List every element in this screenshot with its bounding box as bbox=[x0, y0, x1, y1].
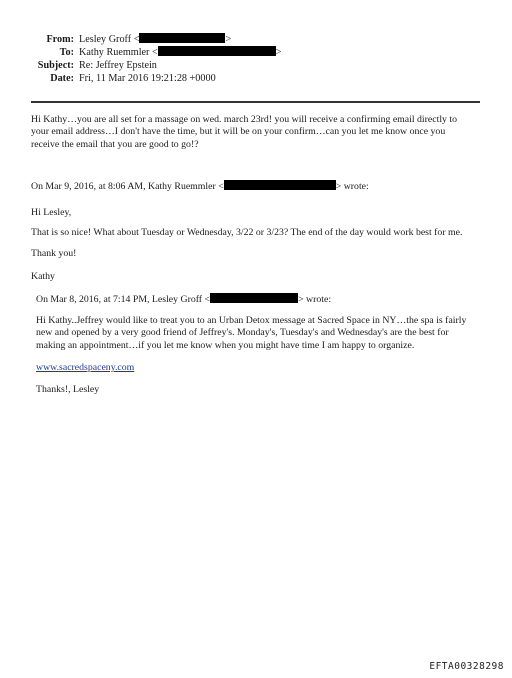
header-divider bbox=[31, 101, 480, 103]
from-row bbox=[0, 33, 300, 46]
quote1-text: That is so nice! What about Tuesday or Wednesday, 3/22 or 3/23? The end of the day would work best for me. bbox=[31, 227, 463, 238]
quote2-attribution-suffix: > wrote: bbox=[298, 294, 332, 305]
to-name: Kathy Ruemmler < bbox=[79, 47, 158, 58]
to-redaction bbox=[158, 46, 276, 56]
from-name: Lesley Groff < bbox=[79, 34, 140, 45]
quote1-thanks: Thank you! bbox=[31, 248, 77, 259]
quote1-signoff: Kathy bbox=[31, 271, 55, 282]
from-close: > bbox=[225, 34, 232, 45]
reply-line-3: receive the email that you are good to go!? bbox=[31, 138, 199, 150]
from-value bbox=[79, 33, 231, 46]
date-row bbox=[0, 72, 300, 85]
subject-row bbox=[0, 59, 300, 72]
from-label: From: bbox=[46, 34, 74, 45]
quote2-link-row bbox=[36, 362, 134, 374]
quote2-attribution-prefix: On Mar 8, 2016, at 7:14 PM, Lesley Groff < bbox=[36, 294, 211, 305]
to-value bbox=[79, 46, 282, 59]
quote1-attribution-prefix: On Mar 9, 2016, at 8:06 AM, Kathy Ruemmler < bbox=[31, 181, 224, 192]
quote2-body bbox=[36, 315, 466, 352]
quote2-redaction bbox=[210, 293, 298, 303]
quote1-greeting: Hi Lesley, bbox=[31, 207, 72, 218]
sacredspace-link[interactable]: www.sacredspaceny.com bbox=[36, 362, 135, 373]
to-row bbox=[0, 46, 320, 59]
subject-label: Subject: bbox=[37, 60, 74, 71]
date-value: Fri, 11 Mar 2016 19:21:28 +0000 bbox=[79, 73, 216, 84]
quote1-attribution-suffix: > wrote: bbox=[335, 181, 369, 192]
from-redaction bbox=[139, 33, 225, 43]
quote2-line-3: making an appointment…if you let me know when you might have time I am happy to organize. bbox=[36, 339, 415, 351]
subject-value: Re: Jeffrey Epstein bbox=[79, 60, 157, 71]
to-close: > bbox=[275, 47, 282, 58]
to-label: To: bbox=[59, 47, 74, 58]
reply-line-2: your email address…I don't have the time, but it will be on your confirm…can you let me know once you bbox=[31, 126, 446, 138]
quote2-line-2: new and opened by a very good friend of Jeffrey's. Monday's, Tuesday's and Wednesday's are the best for bbox=[36, 327, 449, 339]
quote2-signoff: Thanks!, Lesley bbox=[36, 384, 100, 395]
quote2-line-1: Hi Kathy..Jeffrey would like to treat you to an Urban Detox message at Sacred Space in NY…the spa is fairly bbox=[36, 315, 467, 326]
quote1-redaction bbox=[224, 180, 336, 190]
reply-body bbox=[31, 114, 457, 151]
quote2-attribution bbox=[36, 293, 331, 306]
reply-line-1: Hi Kathy…you are all set for a massage on wed. march 23rd! you will receive a confirming email directly to bbox=[31, 114, 458, 125]
document-id: EFTA00328298 bbox=[429, 661, 504, 672]
quote1-attribution bbox=[31, 180, 369, 193]
date-label: Date: bbox=[50, 73, 74, 84]
